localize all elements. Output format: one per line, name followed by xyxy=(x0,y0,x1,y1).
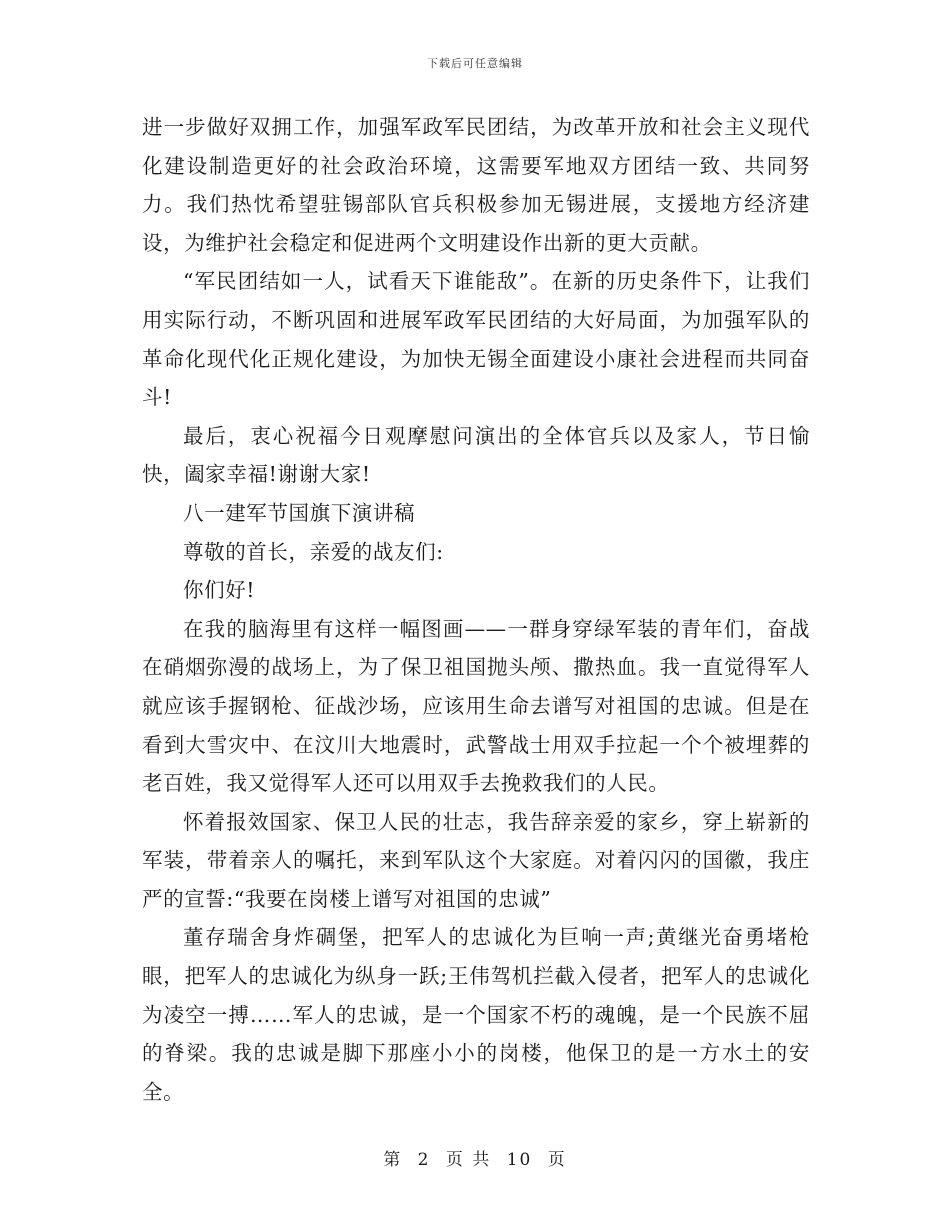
salutation: 尊敬的首长，亲爱的战友们: xyxy=(183,539,444,564)
greeting: 你们好! xyxy=(183,578,256,603)
page-total: 10 xyxy=(506,1150,533,1170)
document-body xyxy=(142,108,810,1111)
page-prefix: 第 xyxy=(383,1150,403,1170)
paragraph: 在我的脑海里有这样一幅图画——一群身穿绿军装的青年们，奋战在硝烟弥漫的战场上，为了保卫祖国抛头颅、撒热血。我一直觉得军人就应该手握钢枪、征战沙场，应该用生命去谱写对祖国的忠诚。但是在看到大雪灾中、在汶川大地震时，武警战士用双手拉起一个个被埋葬的老百姓，我又觉得军人还可以用双手去挽救我们的人民。 xyxy=(142,616,810,796)
paragraph: “军民团结如一人，试看天下谁能敌”。在新的历史条件下，让我们用实际行动，不断巩固和进展军政军民团结的大好局面，为加强军队的革命化现代化正规化建设，为加快无锡全面建设小康社会进程而共同奋斗! xyxy=(142,269,810,410)
header-note: 下载后可任意编辑 xyxy=(427,57,523,70)
paragraph: 进一步做好双拥工作，加强军政军民团结，为改革开放和社会主义现代化建设制造更好的社会政治环境，这需要军地双方团结一致、共同努力。我们热忱希望驻锡部队官兵积极参加无锡进展，支援地方经济建设，为维护社会稳定和促进两个文明建设作出新的更大贡献。 xyxy=(142,115,810,255)
page-number: 2 xyxy=(417,1150,431,1170)
speech-title: 八一建军节国旗下演讲稿 xyxy=(183,500,416,525)
page-suffix: 页 xyxy=(547,1150,567,1170)
paragraph: 怀着报效国家、保卫人民的壮志，我告辞亲爱的家乡，穿上崭新的军装，带着亲人的嘱托，来到军队这个大家庭。对着闪闪的国徽，我庄严的宣誓:“我要在岗楼上谱写对祖国的忠诚” xyxy=(142,809,810,911)
page-middle: 页 共 xyxy=(445,1150,492,1170)
page-footer xyxy=(0,1145,950,1170)
paragraph: 董存瑞舍身炸碉堡，把军人的忠诚化为巨响一声;黄继光奋勇堵枪眼，把军人的忠诚化为纵身一跃;王伟驾机拦截入侵者，把军人的忠诚化为凌空一搏……军人的忠诚，是一个国家不朽的魂魄，是一个民族不屈的脊梁。我的忠诚是脚下那座小小的岗楼，他保卫的是一方水土的安全。 xyxy=(142,925,810,1104)
paragraph: 最后，衷心祝福今日观摩慰问演出的全体官兵以及家人，节日愉快，阖家幸福!谢谢大家! xyxy=(142,423,810,487)
